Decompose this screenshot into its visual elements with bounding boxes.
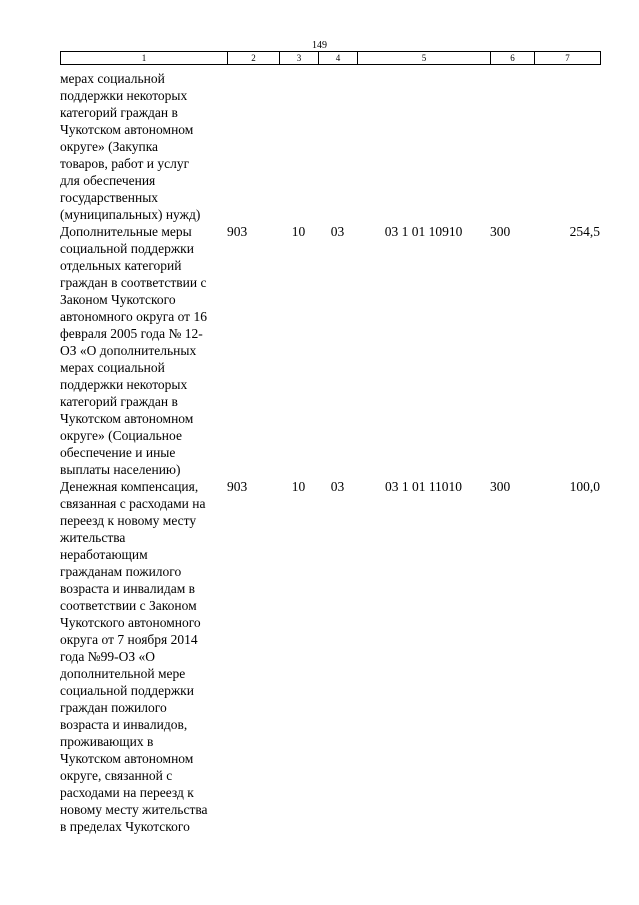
ministry-code bbox=[227, 70, 279, 223]
subsection-code bbox=[318, 70, 357, 223]
description-line: ОЗ «О дополнительных bbox=[60, 343, 197, 358]
description-line: мерах социальной bbox=[60, 360, 165, 375]
column-header-4: 4 bbox=[319, 52, 358, 65]
amount: 254,5 bbox=[569, 224, 600, 239]
section-code: 10 bbox=[291, 479, 306, 494]
row-description bbox=[60, 478, 227, 835]
row-description bbox=[60, 223, 227, 478]
target-article-code: 03 1 01 11010 bbox=[384, 479, 463, 494]
description-line: неработающим bbox=[60, 547, 148, 562]
description-line: гражданам пожилого bbox=[60, 564, 182, 579]
description-line: автономного округа от 16 bbox=[60, 309, 207, 324]
column-header-6: 6 bbox=[491, 52, 535, 65]
column-header-1: 1 bbox=[61, 52, 228, 65]
description-line: расходами на переезд к bbox=[60, 785, 194, 800]
description-line: Чукотском автономном bbox=[60, 122, 194, 137]
description-line: выплаты населению) bbox=[60, 462, 181, 477]
expense-type-code: 300 bbox=[490, 479, 511, 494]
description-line: мерах социальной bbox=[60, 71, 165, 86]
description-line: граждан пожилого bbox=[60, 700, 167, 715]
target-article-code: 03 1 01 10910 bbox=[384, 224, 463, 239]
budget-table bbox=[60, 70, 600, 835]
description-line: категорий граждан в bbox=[60, 394, 178, 409]
description-line: поддержки некоторых bbox=[60, 377, 188, 392]
description-line: поддержки некоторых bbox=[60, 88, 188, 103]
description-line: Чукотского автономного bbox=[60, 615, 201, 630]
description-line: соответствии с Законом bbox=[60, 598, 197, 613]
row-description bbox=[60, 70, 227, 223]
description-line: округа от 7 ноября 2014 bbox=[60, 632, 198, 647]
description-line: государственных bbox=[60, 190, 159, 205]
description-line: отдельных категорий bbox=[60, 258, 182, 273]
description-line: дополнительной мере bbox=[60, 666, 186, 681]
amount bbox=[534, 70, 600, 223]
description-line: связанная с расходами на bbox=[60, 496, 206, 511]
expense-type-code: 300 bbox=[490, 224, 511, 239]
description-line: социальной поддержки bbox=[60, 683, 194, 698]
description-line: округе» (Закупка bbox=[60, 139, 159, 154]
description-line: проживающих в bbox=[60, 734, 154, 749]
column-header-3: 3 bbox=[280, 52, 319, 65]
section-code bbox=[279, 70, 318, 223]
description-line: возраста и инвалидам в bbox=[60, 581, 195, 596]
amount: 100,0 bbox=[569, 479, 600, 494]
expense-type-code bbox=[490, 70, 534, 223]
description-line: года №99-ОЗ «О bbox=[60, 649, 156, 664]
description-line: Законом Чукотского bbox=[60, 292, 176, 307]
target-article-code bbox=[357, 70, 490, 223]
description-line: Дополнительные меры bbox=[60, 224, 192, 239]
description-line: Денежная компенсация, bbox=[60, 479, 199, 494]
description-line: обеспечение и иные bbox=[60, 445, 176, 460]
description-line: новому месту жительства bbox=[60, 802, 208, 817]
ministry-code: 903 bbox=[227, 479, 248, 494]
ministry-code: 903 bbox=[227, 224, 248, 239]
column-header-row bbox=[60, 51, 601, 65]
description-line: социальной поддержки bbox=[60, 241, 194, 256]
description-line: Чукотском автономном bbox=[60, 751, 194, 766]
table-row bbox=[60, 70, 600, 223]
page-number: 149 bbox=[312, 40, 327, 51]
column-header-7: 7 bbox=[535, 52, 601, 65]
description-line: граждан в соответствии с bbox=[60, 275, 207, 290]
description-line: жительства bbox=[60, 530, 126, 545]
description-line: переезд к новому месту bbox=[60, 513, 197, 528]
description-line: возраста и инвалидов, bbox=[60, 717, 188, 732]
section-code: 10 bbox=[291, 224, 306, 239]
subsection-code: 03 bbox=[330, 479, 345, 494]
description-line: в пределах Чукотского bbox=[60, 819, 190, 834]
table-row bbox=[60, 223, 600, 478]
description-line: для обеспечения bbox=[60, 173, 156, 188]
subsection-code: 03 bbox=[330, 224, 345, 239]
description-line: Чукотском автономном bbox=[60, 411, 194, 426]
table-row bbox=[60, 478, 600, 835]
column-header-2: 2 bbox=[228, 52, 280, 65]
description-line: (муниципальных) нужд) bbox=[60, 207, 201, 222]
column-header-5: 5 bbox=[358, 52, 491, 65]
description-line: округе, связанной с bbox=[60, 768, 173, 783]
description-line: февраля 2005 года № 12- bbox=[60, 326, 203, 341]
description-line: товаров, работ и услуг bbox=[60, 156, 190, 171]
description-line: округе» (Социальное bbox=[60, 428, 182, 443]
description-line: категорий граждан в bbox=[60, 105, 178, 120]
